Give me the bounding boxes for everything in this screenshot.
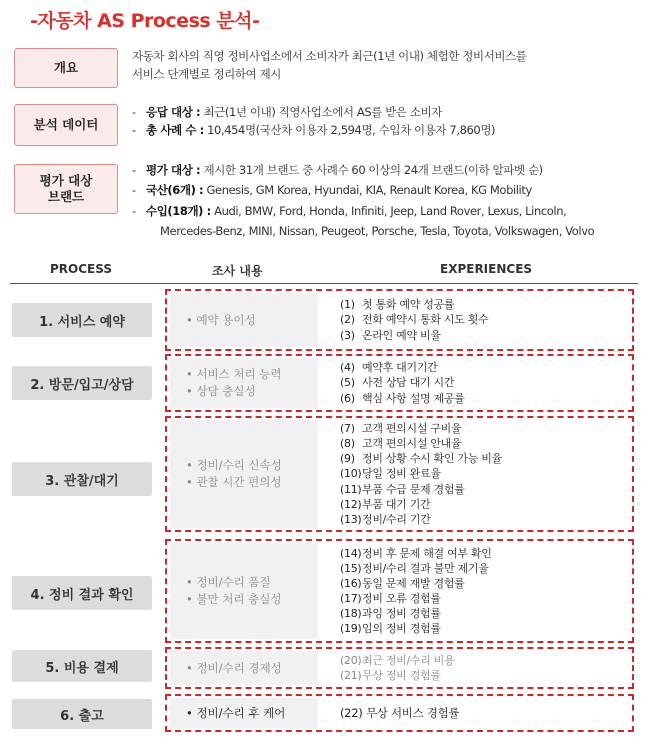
survey-item: • 정비/수리 후 케어 xyxy=(186,705,286,720)
experience-item: (8) 고객 편의시설 안내율 xyxy=(340,437,462,451)
experience-item: (18)과잉 정비 경험률 xyxy=(340,607,441,621)
process-payment: 5. 비용 결제 xyxy=(12,650,152,682)
survey-item: • 정비/수리 신속성 xyxy=(186,458,282,473)
survey-item: • 관찰 시간 편의성 xyxy=(186,475,282,489)
experience-item: (20)최근 정비/수리 비용 xyxy=(340,653,455,667)
survey-cell xyxy=(170,543,318,639)
experience-item: (10)당일 정비 완료율 xyxy=(340,467,441,481)
experience-list xyxy=(340,293,630,347)
experience-list xyxy=(340,698,630,728)
experience-item: (1) 첫 통화 예약 성공률 xyxy=(340,297,455,311)
experience-item: (9) 정비 상황 수시 확인 가능 비율 xyxy=(340,452,502,466)
process-reservation: 1. 서비스 예약 xyxy=(12,303,152,337)
survey-cell xyxy=(170,358,318,408)
header-experiences: EXPERIENCES xyxy=(440,262,533,276)
survey-cell xyxy=(170,420,318,528)
brands-bullet-import-cont: Mercedes-Benz, MINI, Nissan, Peugeot, Porsche, Tesla, Toyota, Volkswagen, Volvo xyxy=(160,224,595,239)
page-title: -자동차 AS Process 분석- xyxy=(30,10,260,32)
analysis-bullet-total: - 총 사례 수 : 10,454명(국산차 이용자 2,594명, 수입차 이용자 7,860명) xyxy=(132,122,496,137)
overview-text xyxy=(132,48,527,84)
experience-item: (19)임의 정비 경험률 xyxy=(340,622,441,636)
experience-item: (4) 예약후 대기기간 xyxy=(340,360,438,374)
experience-list xyxy=(340,542,630,640)
experience-item: (16)동일 문제 재발 경험률 xyxy=(340,576,465,590)
experience-item: (15)정비/수리 결과 불만 제기율 xyxy=(340,561,489,575)
survey-cell xyxy=(170,698,318,728)
brands-bullet-import: - 수입(18개) : Audi, BMW, Ford, Honda, Infiniti, Jeep, Land Rover, Lexus, Lincoln, xyxy=(132,203,567,218)
experience-item: (22) 무상 서비스 경험률 xyxy=(340,705,460,720)
brands-label: 평가 대상 브랜드 xyxy=(14,164,118,214)
experience-item: (14)정비 후 문제 해결 여부 확인 xyxy=(340,546,492,560)
experience-item: (17)정비 오류 경험률 xyxy=(340,592,441,605)
survey-cell xyxy=(170,651,318,685)
survey-cell xyxy=(170,293,318,347)
experience-item: (5) 사전 상담 대기 시간 xyxy=(340,376,455,390)
analysis-data-text xyxy=(132,104,495,140)
experience-item: (11)부품 수급 문제 경험률 xyxy=(340,482,465,496)
process-result-check: 4. 정비 결과 확인 xyxy=(12,576,152,610)
header-process: PROCESS xyxy=(50,262,112,276)
experience-item: (21)무상 정비 경험률 xyxy=(340,669,441,682)
overview-line-1: 자동차 회사의 직영 정비사업소에서 소비자가 최근(1년 이내) 체험한 정비서비스를 xyxy=(132,49,527,63)
overview-label: 개요 xyxy=(14,48,118,88)
overview-line-2: 서비스 단계별로 정리하여 제시 xyxy=(132,66,281,81)
survey-item: • 불만 처리 충실성 xyxy=(186,592,282,606)
experience-item: (7) 고객 편의시설 구비율 xyxy=(340,422,462,436)
survey-item: • 정비/수리 품질 xyxy=(186,575,271,590)
brands-bullet-target: - 평가 대상 : 제시한 31개 브랜드 중 사례수 60 이상의 24개 브랜드(이하 알파벳 순) xyxy=(132,163,543,177)
experience-list xyxy=(340,418,630,530)
experience-item: (12)부품 대기 기간 xyxy=(340,497,431,511)
experience-item: (6) 핵심 사항 설명 제공률 xyxy=(340,391,465,405)
brands-text xyxy=(132,160,594,242)
experience-list xyxy=(340,358,630,408)
experience-item: (3) 온라인 예약 비율 xyxy=(340,328,441,342)
experience-item: (2) 전화 예약시 통화 시도 횟수 xyxy=(340,313,489,327)
survey-item: • 서비스 처리 능력 xyxy=(186,367,282,382)
brands-bullet-domestic: - 국산(6개) : Genesis, GM Korea, Hyundai, KIA, Renault Korea, KG Mobility xyxy=(132,183,532,198)
header-divider xyxy=(10,283,638,284)
analysis-data-label: 분석 데이터 xyxy=(14,104,118,146)
experience-item: (13)정비/수리 기간 xyxy=(340,512,431,526)
survey-item: • 정비/수리 경제성 xyxy=(186,660,282,675)
analysis-bullet-respondents: - 응답 대상 : 최근(1년 이내) 직영사업소에서 AS를 받은 소비자 xyxy=(132,105,443,119)
survey-item: • 예약 용이성 xyxy=(186,312,256,327)
experience-list xyxy=(340,651,630,685)
process-release: 6. 출고 xyxy=(12,699,152,729)
header-survey: 조사 내용 xyxy=(212,264,263,278)
process-visit-consult: 2. 방문/입고/상담 xyxy=(12,366,152,400)
process-observe-wait: 3. 관찰/대기 xyxy=(12,462,152,496)
survey-item: • 상담 충실성 xyxy=(186,384,256,398)
